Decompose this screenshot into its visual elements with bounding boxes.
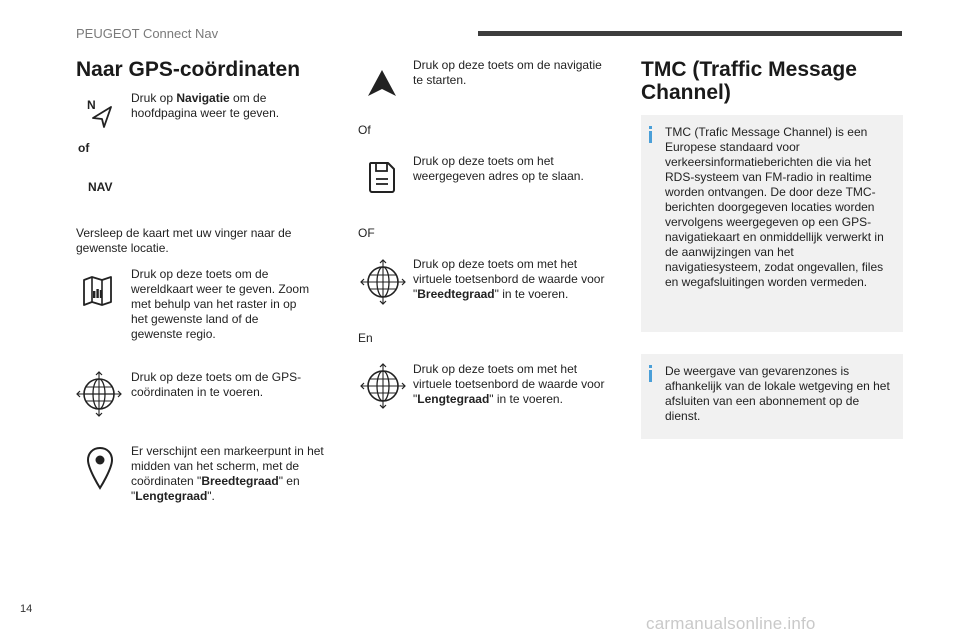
grid-globe-icon: [360, 363, 406, 409]
step-gps-text: Druk op deze toets om de GPS-coördinaten in te voeren.: [131, 370, 302, 399]
navigation-arrow-icon: [84, 96, 118, 130]
and-label: En: [358, 331, 373, 345]
info-icon: [649, 126, 652, 143]
page-number: 14: [20, 603, 33, 615]
info-danger-zones-text: De weergave van gevarenzones is afhankelijk van de lokale wetgeving en het afsluiten van een abonnement op de dienst.: [665, 364, 890, 423]
info-icon: [649, 365, 652, 382]
step-marker-text: Er verschijnt een markeerpunt in het midden van het scherm, met de coördinaten "Breedtegraad" en "Lengtegraad".: [131, 444, 324, 503]
step-worldmap-text: Druk op deze toets om de wereldkaart weer te geven. Zoom met behulp van het raster in op het gewenste land of de gewenste regio.: [131, 267, 310, 341]
section-heading-tmc: TMC (Traffic Message Channel): [641, 58, 857, 104]
header-divider-bar: [478, 31, 902, 36]
or-label-1: Of: [358, 123, 371, 137]
step-latitude-text: Druk op deze toets om met het virtuele toetsenbord de waarde voor "Breedtegraad" in te voeren.: [413, 257, 605, 301]
start-navigation-icon: [365, 67, 399, 99]
svg-text:N: N: [87, 98, 96, 112]
world-map-icon: [80, 273, 116, 309]
drag-map-text: Versleep de kaart met uw vinger naar de gewenste locatie.: [76, 226, 292, 255]
nav-key-label: NAV: [88, 180, 113, 194]
grid-globe-icon: [360, 259, 406, 305]
step-longitude-text: Druk op deze toets om met het virtuele toetsenbord de waarde voor "Lengtegraad" in te voeren.: [413, 362, 605, 406]
step-save-text: Druk op deze toets om het weergegeven adres op te slaan.: [413, 154, 584, 183]
info-tmc-text: TMC (Trafic Message Channel) is een Europese standaard voor verkeersinformatieberichten die via het RDS-systeem van FM-radio in realtime worden ontvangen. De door deze TMC-berichten doorgegeven locaties worden vervolgens weergegeven op een GPS-navigatiekaart en onmiddellijk verwerkt in de aanwijzingen van het navigatiesysteem, zodat ongevallen, files en wegafsluitingen worden vermeden.: [665, 125, 884, 289]
info-box-tmc: [641, 115, 903, 332]
section-heading-gps: Naar GPS-coördinaten: [76, 58, 301, 81]
grid-globe-icon: [76, 371, 122, 417]
info-box-danger-zones: [641, 354, 903, 439]
running-header-title: PEUGEOT Connect Nav: [76, 26, 219, 41]
or-label: of: [78, 141, 90, 155]
step-navigatie-text: Druk op Navigatie om de hoofdpagina weer te geven.: [131, 91, 280, 120]
step-start-text: Druk op deze toets om de navigatie te starten.: [413, 58, 602, 87]
or-label-2: OF: [358, 226, 375, 240]
watermark: carmanualsonline.info: [646, 614, 816, 633]
save-icon: [366, 160, 398, 194]
location-pin-icon: [86, 446, 114, 490]
